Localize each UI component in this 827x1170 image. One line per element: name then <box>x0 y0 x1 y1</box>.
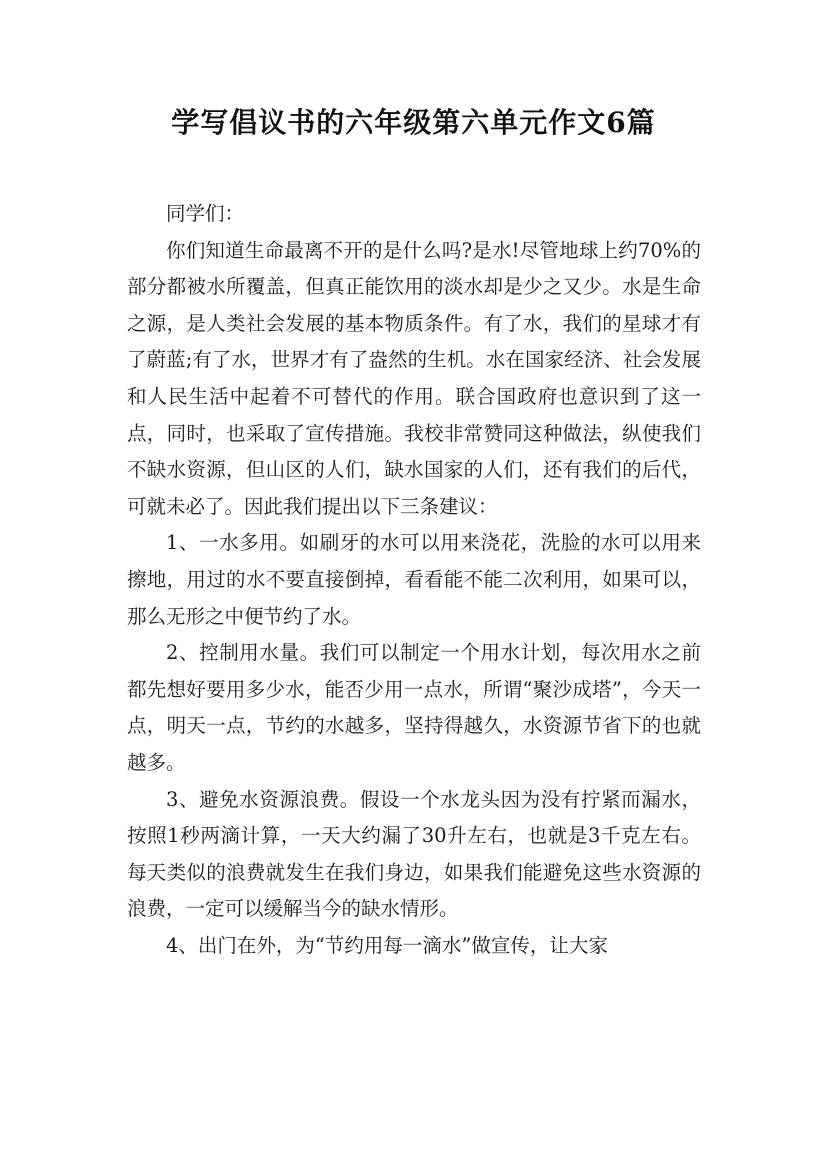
suggestion-paragraph-4: 4、出门在外，为“节约用每一滴水”做宣传，让大家 <box>166 933 608 957</box>
document-title: 学写倡议书的六年级第六单元作文6篇 <box>171 106 656 139</box>
salutation-paragraph: 同学们： <box>166 202 245 225</box>
suggestion-paragraph-1: 1、一水多用。如刷牙的水可以用来浇花，洗脸的水可以用来擦地，用过的水不要直接倒掉，看看能不能二次利用，如果可以，那么无形之中便节约了水。 <box>127 531 701 628</box>
document-body <box>127 196 701 964</box>
intro-paragraph: 你们知道生命最离不开的是什么吗?是水!尽管地球上约70%的部分都被水所覆盖，但真正能饮用的淡水却是少之又少。水是生命之源，是人类社会发展的基本物质条件。有了水，我们的星球才有了蔚蓝;有了水，世界才有了盎然的生机。水在国家经济、社会发展和人民生活中起着不可替代的作用。联合国政府也意识到了这一点，同时，也采取了宣传措施。我校非常赞同这种做法，纵使我们不缺水资源，但山区的人们，缺水国家的人们，还有我们的后代，可就未必了。因此我们提出以下三条建议： <box>127 238 701 518</box>
suggestion-paragraph-3: 3、避免水资源浪费。假设一个水龙头因为没有拧紧而漏水，按照1秒两滴计算，一天大约漏了30升左右，也就是3千克左右。每天类似的浪费就发生在我们身边，如果我们能避免这些水资源的浪费，一定可以缓解当今的缺水情形。 <box>127 787 701 921</box>
suggestion-paragraph-2: 2、控制用水量。我们可以制定一个用水计划，每次用水之前都先想好要用多少水，能否少用一点水，所谓“聚沙成塔”，今天一点，明天一点，节约的水越多，坚持得越久，水资源节省下的也就越多。 <box>127 641 701 774</box>
